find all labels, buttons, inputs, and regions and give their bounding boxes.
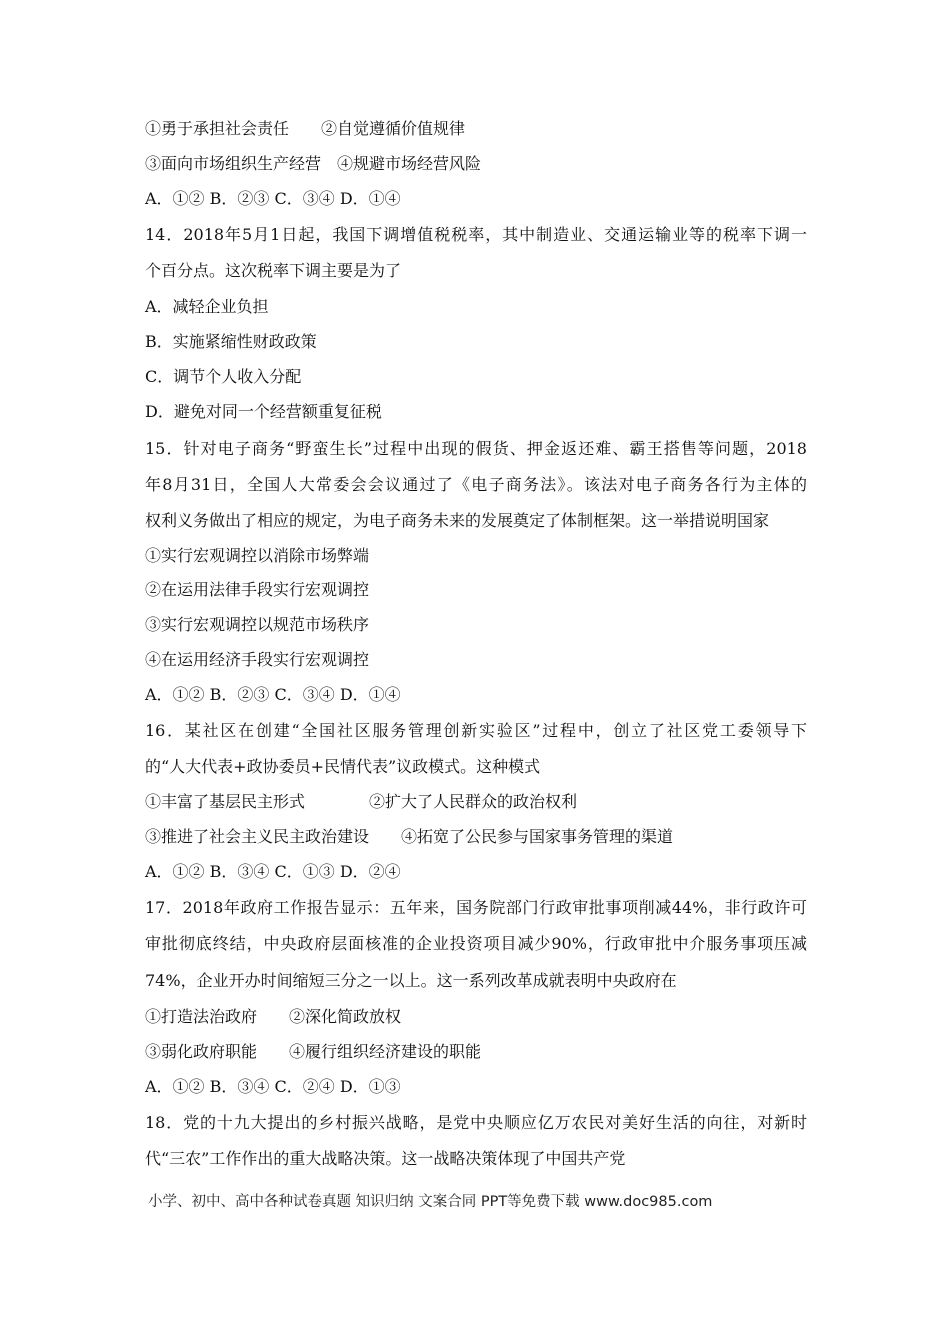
q17-stem-line-1: 17．2018年政府工作报告显示：五年来，国务院部门行政审批事项削减44%，非行政许可 [145, 898, 807, 917]
q14-stem-line-2: 个百分点。这次税率下调主要是为了 [145, 261, 402, 280]
q13-option-line-2: ③面向市场组织生产经营 ④规避市场经营风险 [145, 154, 482, 173]
q14-choice-b: B．实施紧缩性财政政策 [145, 332, 317, 351]
q17-stem-line-2: 审批彻底终结，中央政府层面核准的企业投资项目减少90%，行政审批中介服务事项压减 [145, 934, 807, 953]
q14-choice-a: A．减轻企业负担 [145, 297, 269, 316]
q15-option-4: ④在运用经济手段实行宏观调控 [145, 650, 370, 669]
q14-choice-d: D．避免对同一个经营额重复征税 [145, 402, 382, 421]
q14-stem-line-1: 14．2018年5月1日起，我国下调增值税税率，其中制造业、交通运输业等的税率下调一 [145, 225, 807, 244]
q15-option-2: ②在运用法律手段实行宏观调控 [145, 580, 370, 599]
q16-stem-line-1: 16．某社区在创建“全国社区服务管理创新实验区”过程中，创立了社区党工委领导下 [145, 721, 807, 740]
q17-answers: A．①② B．③④ C．②④ D．①③ [145, 1077, 401, 1096]
q13-option-line-1: ①勇于承担社会责任 ②自觉遵循价值规律 [145, 119, 466, 138]
q18-stem-line-1: 18．党的十九大提出的乡村振兴战略，是党中央顺应亿万农民对美好生活的向往，对新时 [145, 1113, 807, 1132]
q15-option-3: ③实行宏观调控以规范市场秩序 [145, 615, 370, 634]
q15-stem-line-3: 权利义务做出了相应的规定，为电子商务未来的发展奠定了体制框架。这一举措说明国家 [145, 511, 770, 530]
q17-option-line-2: ③弱化政府职能 ④履行组织经济建设的职能 [145, 1042, 482, 1061]
q13-answers: A．①② B．②③ C．③④ D．①④ [145, 189, 401, 208]
q15-answers: A．①② B．②③ C．③④ D．①④ [145, 685, 401, 704]
q15-option-1: ①实行宏观调控以消除市场弊端 [145, 546, 370, 565]
q14-choice-c: C．调节个人收入分配 [145, 367, 302, 386]
q16-option-line-1: ①丰富了基层民主形式 ②扩大了人民群众的政治权利 [145, 792, 578, 811]
q15-stem-line-2: 年8月31日，全国人大常委会会议通过了《电子商务法》。该法对电子商务各行为主体的 [145, 475, 807, 494]
q17-option-line-1: ①打造法治政府 ②深化简政放权 [145, 1007, 402, 1026]
q17-stem-line-3: 74%，企业开办时间缩短三分之一以上。这一系列改革成就表明中央政府在 [145, 971, 677, 990]
q16-option-line-2: ③推进了社会主义民主政治建设 ④拓宽了公民参与国家事务管理的渠道 [145, 827, 674, 846]
q18-stem-line-2: 代“三农”工作作出的重大战略决策。这一战略决策体现了中国共产党 [145, 1149, 626, 1168]
q16-stem-line-2: 的“人大代表+政协委员+民情代表”议政模式。这种模式 [145, 757, 541, 776]
footer-watermark: 小学、初中、高中各种试卷真题 知识归纳 文案合同 PPT等免费下载 www.doc985.com [148, 1194, 713, 1210]
q15-stem-line-1: 15．针对电子商务“野蛮生长”过程中出现的假货、押金返还难、霸王搭售等问题，2018 [145, 439, 807, 458]
q16-answers: A．①② B．③④ C．①③ D．②④ [145, 862, 401, 881]
